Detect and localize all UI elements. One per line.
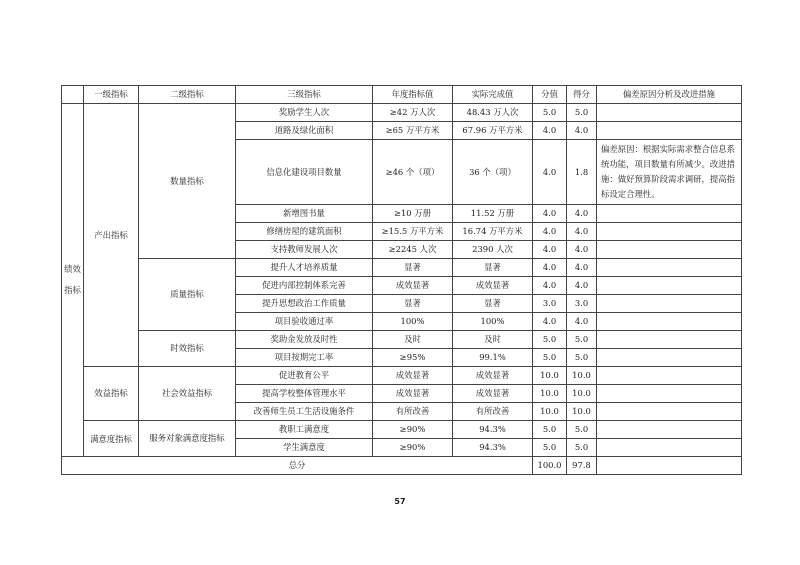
table-row: [62, 421, 742, 439]
indicator-target: ≥15.5 万平方米: [373, 223, 453, 241]
indicator-weight: 4.0: [533, 223, 567, 241]
header-score: 得分: [567, 86, 597, 104]
indicator-name: 信息化建设项目数量: [236, 140, 373, 205]
indicator-note: [597, 277, 742, 295]
header-level3: 三级指标: [236, 86, 373, 104]
header-level1: 一级指标: [84, 86, 139, 104]
indicator-target: 成效显著: [373, 385, 453, 403]
indicator-actual: 48.43 万人次: [453, 104, 533, 122]
indicator-target: ≥2245 人次: [373, 241, 453, 259]
header-level2: 二级指标: [139, 86, 236, 104]
social-benefit-indicator-label: 社会效益指标: [139, 367, 236, 421]
indicator-score: 5.0: [567, 421, 597, 439]
indicator-note: [597, 104, 742, 122]
indicator-note: [597, 313, 742, 331]
indicator-name: 道路及绿化面积: [236, 122, 373, 140]
indicator-target: 及时: [373, 331, 453, 349]
indicator-target: ≥42 万人次: [373, 104, 453, 122]
header-weight: 分值: [533, 86, 567, 104]
indicator-score: 3.0: [567, 295, 597, 313]
indicator-actual: 36 个（项）: [453, 140, 533, 205]
table-row: [62, 104, 742, 122]
indicator-actual: 99.1%: [453, 349, 533, 367]
indicator-weight: 10.0: [533, 385, 567, 403]
indicator-score: 10.0: [567, 385, 597, 403]
indicator-score: 5.0: [567, 104, 597, 122]
indicator-name: 促进教育公平: [236, 367, 373, 385]
indicator-weight: 10.0: [533, 367, 567, 385]
indicator-note: [597, 439, 742, 457]
indicator-score: 4.0: [567, 313, 597, 331]
service-satisfaction-indicator-label: 服务对象满意度指标: [139, 421, 236, 457]
indicator-actual: 有所改善: [453, 403, 533, 421]
indicator-weight: 4.0: [533, 313, 567, 331]
indicator-weight: 4.0: [533, 277, 567, 295]
quantity-indicator-label: 数量指标: [139, 104, 236, 259]
benefit-indicator-label: 效益指标: [84, 367, 139, 421]
satisfaction-indicator-label: 满意度指标: [84, 421, 139, 457]
header-annual-target: 年度指标值: [373, 86, 453, 104]
indicator-weight: 4.0: [533, 140, 567, 205]
indicator-name: 支持教师发展人次: [236, 241, 373, 259]
table-row: [62, 331, 742, 349]
indicator-score: 1.8: [567, 140, 597, 205]
indicator-score: 4.0: [567, 241, 597, 259]
indicator-target: ≥95%: [373, 349, 453, 367]
indicator-actual: 显著: [453, 259, 533, 277]
indicator-name: 奖励学生人次: [236, 104, 373, 122]
indicator-note: [597, 122, 742, 140]
indicator-name: 项目按期完工率: [236, 349, 373, 367]
table-row: [62, 367, 742, 385]
indicator-target: ≥90%: [373, 439, 453, 457]
indicator-actual: 2390 人次: [453, 241, 533, 259]
total-row: [62, 457, 742, 475]
indicator-actual: 成效显著: [453, 367, 533, 385]
indicator-weight: 5.0: [533, 104, 567, 122]
total-score: 97.8: [567, 457, 597, 475]
indicator-target: 成效显著: [373, 367, 453, 385]
indicator-weight: 5.0: [533, 439, 567, 457]
performance-indicator-table: [61, 85, 742, 475]
indicator-note: [597, 349, 742, 367]
indicator-score: 4.0: [567, 277, 597, 295]
indicator-note: [597, 223, 742, 241]
indicator-target: 有所改善: [373, 403, 453, 421]
deviation-note: 偏差原因：根据实际需求整合信息系统功能，项目数量有所减少。改进措施：做好预算阶段需求调研，提高指标设定合理性。: [597, 140, 742, 205]
indicator-actual: 显著: [453, 295, 533, 313]
indicator-weight: 3.0: [533, 295, 567, 313]
indicator-note: [597, 331, 742, 349]
indicator-score: 4.0: [567, 205, 597, 223]
indicator-name: 学生满意度: [236, 439, 373, 457]
indicator-target: 成效显著: [373, 277, 453, 295]
indicator-score: 10.0: [567, 403, 597, 421]
indicator-score: 5.0: [567, 439, 597, 457]
header-deviation: 偏差原因分析及改进措施: [597, 86, 742, 104]
indicator-weight: 4.0: [533, 205, 567, 223]
indicator-weight: 5.0: [533, 421, 567, 439]
indicator-score: 4.0: [567, 122, 597, 140]
header-blank: [62, 86, 84, 104]
indicator-target: ≥90%: [373, 421, 453, 439]
indicator-actual: 94.3%: [453, 439, 533, 457]
total-label: 总分: [62, 457, 533, 475]
indicator-note: [597, 403, 742, 421]
header-row: [62, 86, 742, 104]
indicator-actual: 100%: [453, 313, 533, 331]
total-note: [597, 457, 742, 475]
indicator-name: 促进内部控制体系完善: [236, 277, 373, 295]
table-row: [62, 259, 742, 277]
indicator-note: [597, 295, 742, 313]
indicator-name: 奖助金发放及时性: [236, 331, 373, 349]
total-weight: 100.0: [533, 457, 567, 475]
indicator-target: ≥65 万平方米: [373, 122, 453, 140]
indicator-score: 4.0: [567, 223, 597, 241]
indicator-actual: 94.3%: [453, 421, 533, 439]
indicator-name: 修缮房屋的建筑面积: [236, 223, 373, 241]
header-actual: 实际完成值: [453, 86, 533, 104]
indicator-actual: 16.74 万平方米: [453, 223, 533, 241]
performance-indicator-label: 绩效指标: [62, 104, 84, 457]
indicator-target: 显著: [373, 295, 453, 313]
output-indicator-label: 产出指标: [84, 104, 139, 367]
indicator-score: 4.0: [567, 259, 597, 277]
indicator-name: 提升思想政治工作质量: [236, 295, 373, 313]
indicator-target: 100%: [373, 313, 453, 331]
indicator-name: 改善师生员工生活设施条件: [236, 403, 373, 421]
indicator-note: [597, 259, 742, 277]
indicator-score: 5.0: [567, 349, 597, 367]
indicator-weight: 4.0: [533, 259, 567, 277]
indicator-name: 新增图书量: [236, 205, 373, 223]
indicator-weight: 4.0: [533, 122, 567, 140]
page-number: 57: [394, 497, 406, 506]
indicator-name: 教职工满意度: [236, 421, 373, 439]
indicator-weight: 5.0: [533, 331, 567, 349]
indicator-weight: 10.0: [533, 403, 567, 421]
indicator-actual: 11.52 万册: [453, 205, 533, 223]
indicator-score: 10.0: [567, 367, 597, 385]
indicator-note: [597, 241, 742, 259]
indicator-target: ≥46 个（项）: [373, 140, 453, 205]
indicator-note: [597, 385, 742, 403]
indicator-actual: 67.96 万平方米: [453, 122, 533, 140]
indicator-target: 显著: [373, 259, 453, 277]
timeliness-indicator-label: 时效指标: [139, 331, 236, 367]
indicator-weight: 5.0: [533, 349, 567, 367]
indicator-name: 提升人才培养质量: [236, 259, 373, 277]
indicator-weight: 4.0: [533, 241, 567, 259]
indicator-name: 提高学校整体管理水平: [236, 385, 373, 403]
indicator-target: ≥10 万册: [373, 205, 453, 223]
indicator-note: [597, 367, 742, 385]
indicator-note: [597, 205, 742, 223]
indicator-actual: 及时: [453, 331, 533, 349]
indicator-score: 5.0: [567, 331, 597, 349]
indicator-name: 项目验收通过率: [236, 313, 373, 331]
indicator-actual: 成效显著: [453, 277, 533, 295]
indicator-actual: 成效显著: [453, 385, 533, 403]
quality-indicator-label: 质量指标: [139, 259, 236, 331]
indicator-note: [597, 421, 742, 439]
